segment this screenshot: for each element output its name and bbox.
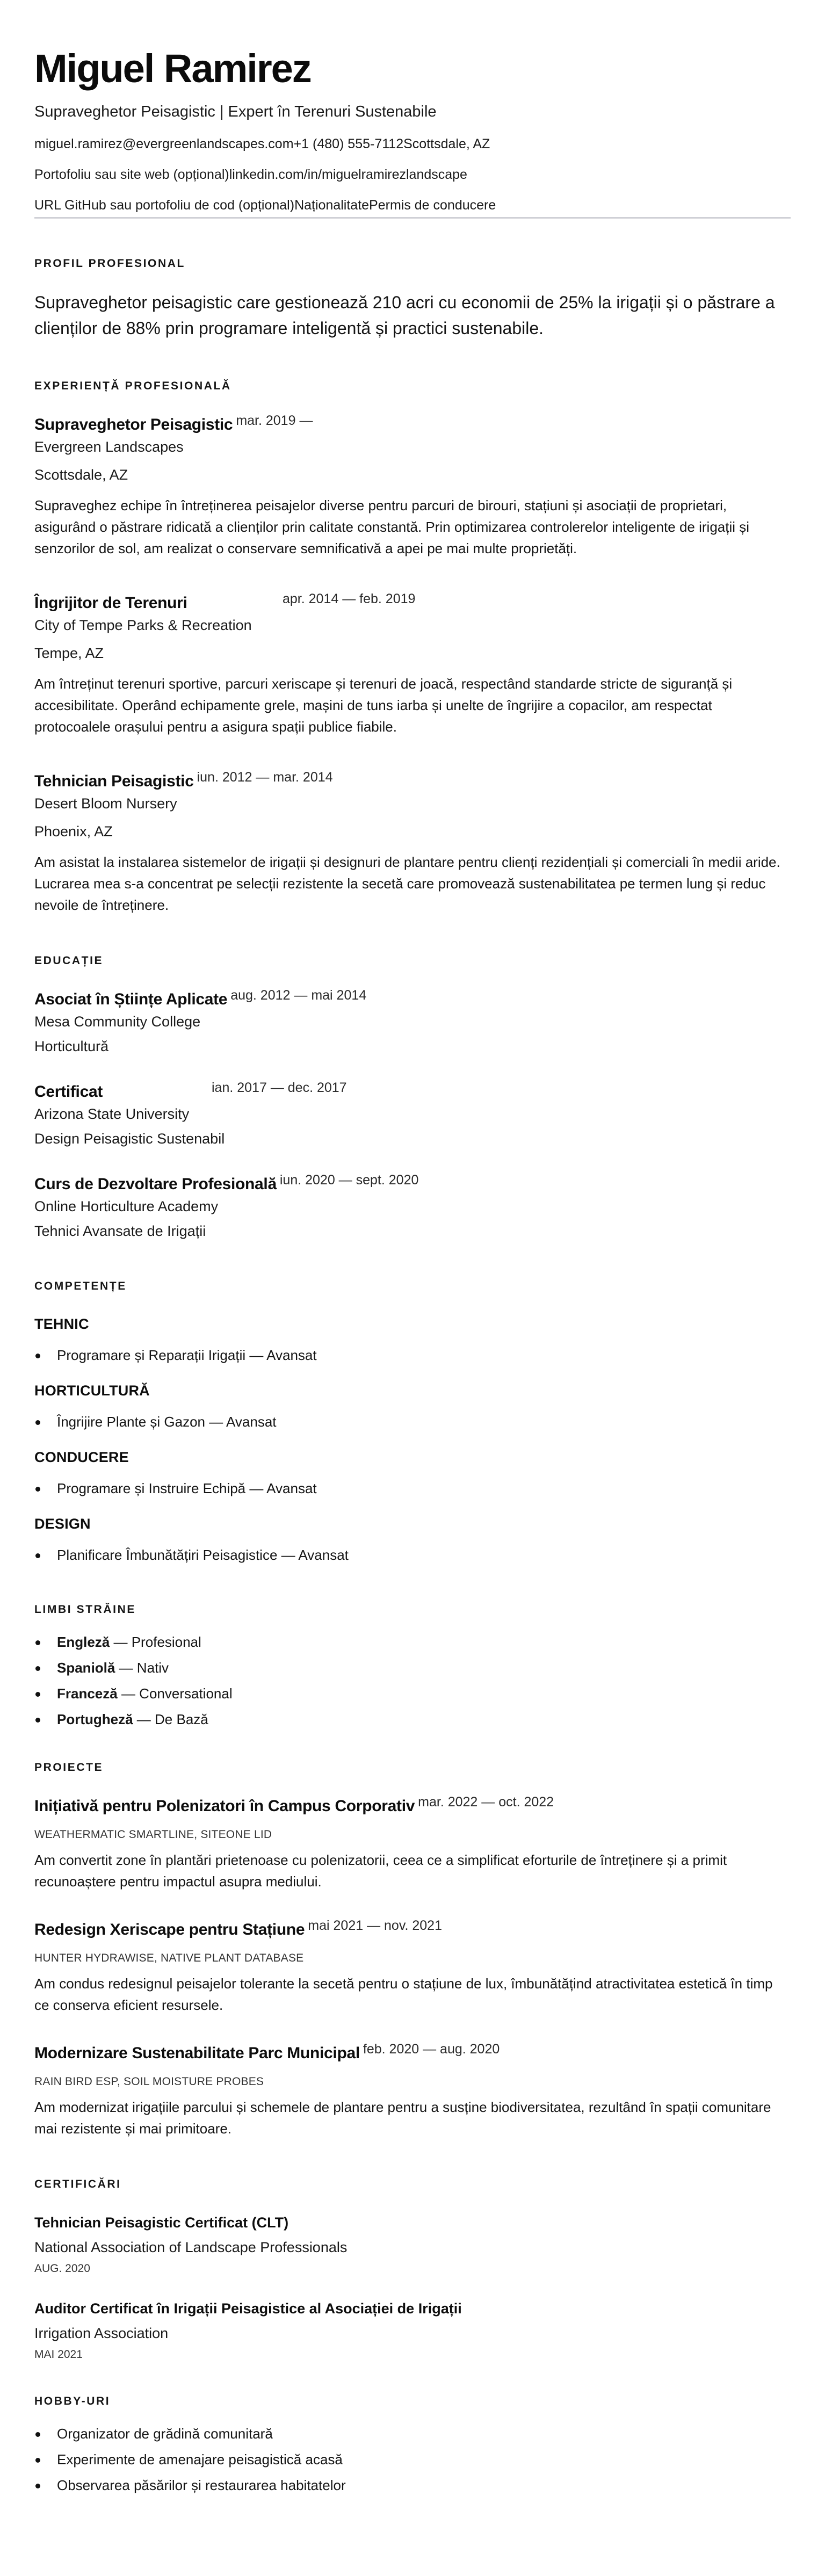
project-title: Redesign Xeriscape pentru Stațiune	[34, 1921, 305, 1938]
email-link[interactable]: miguel.ramirez@evergreenlandscapes.com	[34, 136, 294, 151]
experience-section	[34, 379, 791, 916]
contact-line-1	[34, 135, 791, 153]
school-name: Arizona State University	[34, 1106, 190, 1122]
job-title: Îngrijitor de Terenuri	[34, 594, 187, 612]
project-entry	[34, 2043, 791, 2139]
skill-item: Îngrijire Plante și Gazon — Avansat	[34, 1412, 791, 1431]
skill-group	[34, 1448, 791, 1498]
hobbies-section	[34, 2394, 791, 2495]
certification-entry	[34, 2298, 791, 2363]
language-level: — Nativ	[115, 1660, 169, 1676]
job-description: Supraveghez echipe în întreținerea peisajelor diverse pentru parcuri de birouri, stațiuni și asociații de proprietari, asigurând o păstrare ridicată a clienților prin calitate constantă. Prin optimizarea controlerelor inteligente de irigații și senzorilor de sol, am realizat o conservare semnificativă a apei pe mai multe proprietăți.	[34, 497, 750, 556]
company-name: City of Tempe Parks & Recreation	[34, 617, 252, 633]
job-dates: iun. 2012 — mar. 2014	[197, 770, 333, 785]
project-description: Am convertit zone în plantări prietenoase cu polenizatorii, ceea ce a simplificat eforturile de întreținere și a primit recunoaștere pentru impactul asupra mediului.	[34, 1852, 727, 1890]
language-item	[34, 1632, 791, 1652]
skills-section	[34, 1279, 791, 1565]
job-title: Tehnician Peisagistic	[34, 772, 194, 790]
certification-name: Tehnician Peisagistic Certificat (CLT)	[34, 2215, 289, 2231]
degree-title: Asociat în Științe Aplicate	[34, 990, 228, 1008]
section-title: CERTIFICĂRI	[34, 2178, 121, 2190]
job-description: Am asistat la instalarea sistemelor de irigații și designuri de plantare pentru clienți rezidențiali și comerciali în medii aride. Lucrarea mea s-a concentrat pe selecții rezistente la secetă care promovează sustenabilitatea pe termen lung și reduc nevoile de întreținere.	[34, 854, 780, 913]
education-dates: iun. 2020 — sept. 2020	[279, 1173, 419, 1188]
experience-entry	[34, 592, 791, 737]
resume-header	[34, 44, 791, 219]
contact-info	[34, 135, 791, 214]
project-technologies: HUNTER HYDRAWISE, NATIVE PLANT DATABASE	[34, 1952, 304, 1964]
language-item	[34, 1658, 791, 1677]
job-location: Scottsdale, AZ	[34, 467, 128, 483]
nationality: Naționalitate	[294, 198, 370, 213]
drivers-license: Permis de conducere	[369, 198, 496, 213]
school-name: Mesa Community College	[34, 1014, 201, 1030]
degree-title: Certificat	[34, 1083, 103, 1101]
project-technologies: WEATHERMATIC SMARTLINE, SITEONE LID	[34, 1828, 272, 1841]
company-name: Evergreen Landscapes	[34, 439, 184, 455]
projects-section	[34, 1760, 791, 2139]
section-title: PROIECTE	[34, 1761, 104, 1774]
project-entry	[34, 1919, 791, 2016]
education-entry	[34, 989, 791, 1057]
phone-number[interactable]: +1 (480) 555-7112	[293, 136, 404, 151]
certification-issuer: Irrigation Association	[34, 2325, 169, 2341]
job-title: Supraveghetor Peisagistic	[34, 416, 233, 433]
degree-title: Curs de Dezvoltare Profesională	[34, 1175, 277, 1193]
candidate-name: Miguel Ramirez	[34, 46, 311, 91]
job-location: Phoenix, AZ	[34, 823, 113, 840]
project-description: Am condus redesignul peisajelor tolerante la secetă pentru o stațiune de lux, îmbunătățind atractivitatea estetică în timp ce conserva eficient resursele.	[34, 1976, 773, 2013]
skill-group	[34, 1314, 791, 1365]
company-name: Desert Bloom Nursery	[34, 795, 177, 812]
certification-date: MAI 2021	[34, 2348, 83, 2361]
certifications-section	[34, 2177, 791, 2363]
header-divider	[34, 217, 791, 219]
project-dates: mar. 2022 — oct. 2022	[418, 1794, 554, 1810]
certification-entry	[34, 2212, 791, 2277]
project-title: Inițiativă pentru Polenizatori în Campus Corporativ	[34, 1797, 415, 1815]
contact-line-2	[34, 166, 791, 183]
section-title: HOBBY-URI	[34, 2395, 111, 2407]
section-title: EXPERIENȚĂ PROFESIONALĂ	[34, 380, 231, 392]
education-entry	[34, 1081, 791, 1149]
field-of-study: Tehnici Avansate de Irigații	[34, 1223, 206, 1239]
section-title: LIMBI STRĂINE	[34, 1603, 136, 1616]
project-dates: feb. 2020 — aug. 2020	[363, 2042, 500, 2057]
education-entry	[34, 1174, 791, 1241]
skill-item: Programare și Reparații Irigații — Avansat	[34, 1345, 791, 1365]
language-item	[34, 1710, 791, 1729]
profile-section	[34, 256, 791, 341]
language-level: — De Bază	[133, 1711, 208, 1727]
school-name: Online Horticulture Academy	[34, 1198, 219, 1214]
skill-item: Planificare Îmbunătățiri Peisagistice — Avansat	[34, 1545, 791, 1565]
project-description: Am modernizat irigațiile parcului și schemele de plantare pentru a susține biodiversitatea, rezultând în spații comunitare mai rezistente și mai primitoare.	[34, 2099, 771, 2137]
section-title: PROFIL PROFESIONAL	[34, 257, 185, 270]
education-dates: ian. 2017 — dec. 2017	[212, 1080, 347, 1095]
job-dates: apr. 2014 — feb. 2019	[283, 591, 416, 606]
field-of-study: Horticultură	[34, 1038, 109, 1054]
certification-date: AUG. 2020	[34, 2262, 90, 2275]
certification-name: Auditor Certificat în Irigații Peisagistice al Asociației de Irigații	[34, 2300, 462, 2317]
experience-entry	[34, 414, 791, 559]
project-entry	[34, 1796, 791, 1892]
language-level: — Profesional	[110, 1634, 201, 1650]
candidate-headline: Supraveghetor Peisagistic | Expert în Terenuri Sustenabile	[34, 103, 437, 120]
github-link[interactable]: URL GitHub sau portofoliu de cod (opțional)	[34, 198, 295, 213]
skill-category: CONDUCERE	[34, 1449, 129, 1465]
skill-category: DESIGN	[34, 1516, 91, 1532]
hobby-item: Observarea păsărilor și restaurarea habitatelor	[34, 2476, 791, 2495]
linkedin-link[interactable]: linkedin.com/in/miguelramirezlandscape	[229, 167, 467, 182]
language-item	[34, 1684, 791, 1703]
education-section	[34, 953, 791, 1241]
section-title: EDUCAȚIE	[34, 954, 104, 967]
skill-item: Programare și Instruire Echipă — Avansat	[34, 1479, 791, 1498]
hobby-item: Experimente de amenajare peisagistică acasă	[34, 2450, 791, 2469]
contact-line-3	[34, 197, 791, 214]
language-name: Engleză	[57, 1634, 110, 1650]
language-name: Portugheză	[57, 1711, 133, 1727]
certification-issuer: National Association of Landscape Professionals	[34, 2239, 348, 2255]
profile-summary: Supraveghetor peisagistic care gestionează 210 acri cu economii de 25% la irigații și o păstrare a clienților de 88% prin programare inteligentă și practici sustenabile.	[34, 293, 775, 338]
project-technologies: RAIN BIRD ESP, SOIL MOISTURE PROBES	[34, 2075, 264, 2088]
project-title: Modernizare Sustenabilitate Parc Municipal	[34, 2044, 360, 2062]
language-name: Franceză	[57, 1685, 118, 1702]
language-name: Spaniolă	[57, 1660, 115, 1676]
portfolio-link[interactable]: Portofoliu sau site web (opțional)	[34, 167, 229, 182]
skill-group	[34, 1381, 791, 1431]
section-title: COMPETENȚE	[34, 1280, 127, 1292]
skill-category: HORTICULTURĂ	[34, 1383, 150, 1399]
skill-group	[34, 1514, 791, 1565]
languages-section	[34, 1602, 791, 1729]
experience-entry	[34, 771, 791, 916]
field-of-study: Design Peisagistic Sustenabil	[34, 1131, 225, 1147]
job-description: Am întreținut terenuri sportive, parcuri xeriscape și terenuri de joacă, respectând standarde stricte de siguranță și accesibilitate. Operând echipamente grele, mașini de tuns iarba și unelte de îngrijire a copacilor, am respectat protocoalele orașului pentru a asigura spații publice fiabile.	[34, 676, 733, 735]
job-location: Tempe, AZ	[34, 645, 104, 661]
job-dates: mar. 2019 —	[236, 413, 313, 428]
location: Scottsdale, AZ	[403, 136, 490, 151]
hobby-item: Organizator de grădină comunitară	[34, 2424, 791, 2443]
language-level: — Conversational	[117, 1685, 233, 1702]
education-dates: aug. 2012 — mai 2014	[230, 988, 367, 1003]
skill-category: TEHNIC	[34, 1316, 89, 1332]
project-dates: mai 2021 — nov. 2021	[308, 1918, 442, 1933]
